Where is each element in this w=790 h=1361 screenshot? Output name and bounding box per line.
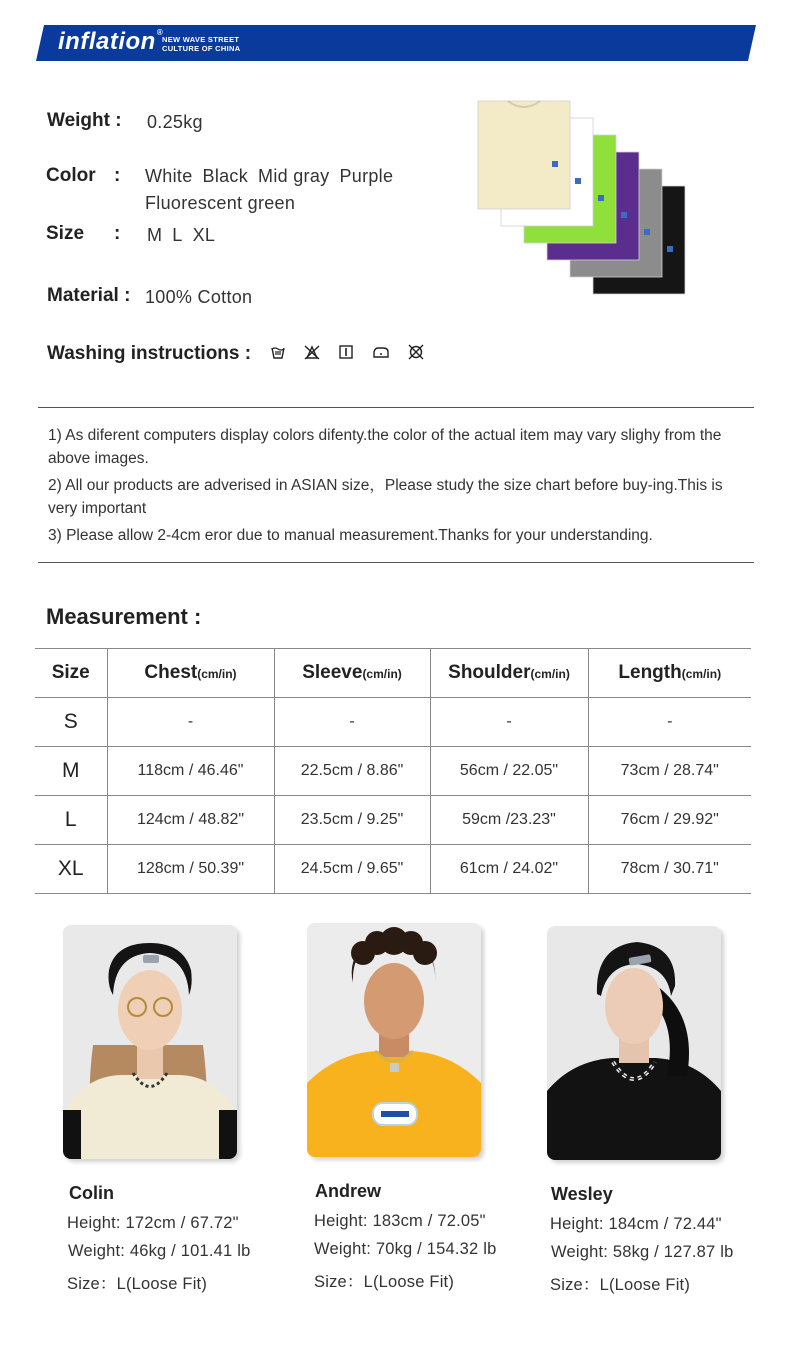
row-shoulder: 61cm / 24.02" bbox=[430, 845, 588, 894]
header-sleeve: Sleeve(cm/in) bbox=[274, 649, 430, 698]
size-m: M bbox=[147, 225, 163, 245]
row-length: 73cm / 28.74" bbox=[588, 747, 751, 796]
header-shoulder: Shoulder(cm/in) bbox=[430, 649, 588, 698]
model-colin-image bbox=[63, 925, 237, 1159]
model-photo-wesley bbox=[547, 926, 721, 1160]
note-2: 2) All our products are adverised in ASIAN size，Please study the size chart before buy-ing.This is very important bbox=[48, 477, 723, 517]
row-length: - bbox=[588, 698, 751, 747]
weight-value: 0.25kg bbox=[147, 112, 203, 132]
row-sleeve: 24.5cm / 9.65" bbox=[274, 845, 430, 894]
model-name-wesley: Wesley bbox=[551, 1184, 613, 1204]
color-mid-gray: Mid gray bbox=[258, 166, 330, 186]
shirt-stack-image bbox=[470, 95, 700, 300]
row-size: L bbox=[35, 796, 107, 845]
washing-icons bbox=[270, 344, 424, 360]
model-height-andrew: Height: 183cm / 72.05" bbox=[314, 1212, 486, 1230]
size-label: Size bbox=[46, 223, 85, 244]
model-name-colin: Colin bbox=[69, 1183, 114, 1203]
model-photo-colin bbox=[63, 925, 237, 1159]
brand-logo: inflation® bbox=[58, 28, 164, 55]
color-purple: Purple bbox=[339, 166, 394, 186]
model-weight-colin: Weight: 46kg / 101.41 lb bbox=[68, 1242, 251, 1260]
model-size-colin: Size：L(Loose Fit) bbox=[67, 1275, 208, 1293]
color-colon: : bbox=[114, 165, 121, 186]
color-black: Black bbox=[202, 166, 249, 186]
brand-tagline: NEW WAVE STREET CULTURE OF CHINA bbox=[162, 35, 241, 53]
header-chest: Chest(cm/in) bbox=[107, 649, 274, 698]
weight-label: Weight : bbox=[47, 110, 122, 131]
size-xl: XL bbox=[192, 225, 216, 245]
drip-dry-icon bbox=[338, 344, 354, 360]
model-height-wesley: Height: 184cm / 72.44" bbox=[550, 1215, 722, 1233]
table-row bbox=[35, 796, 751, 845]
color-values bbox=[145, 166, 393, 187]
measurement-title: Measurement : bbox=[46, 604, 202, 629]
material-value: 100% Cotton bbox=[145, 287, 253, 307]
row-chest: 118cm / 46.46" bbox=[107, 747, 274, 796]
table-header-row bbox=[35, 649, 751, 698]
note-3: 3) Please allow 2-4cm eror due to manual measurement.Thanks for your understanding. bbox=[48, 527, 653, 544]
color-label: Color bbox=[46, 165, 96, 186]
size-values bbox=[147, 225, 215, 246]
iron-low-icon bbox=[372, 344, 390, 360]
row-chest: - bbox=[107, 698, 274, 747]
row-sleeve: 23.5cm / 9.25" bbox=[274, 796, 430, 845]
model-andrew-image bbox=[307, 923, 481, 1157]
model-weight-wesley: Weight: 58kg / 127.87 lb bbox=[551, 1243, 734, 1261]
row-length: 76cm / 29.92" bbox=[588, 796, 751, 845]
model-size-andrew: Size：L(Loose Fit) bbox=[314, 1273, 455, 1291]
model-size-wesley: Size：L(Loose Fit) bbox=[550, 1276, 691, 1294]
row-sleeve: - bbox=[274, 698, 430, 747]
shirt-cream bbox=[478, 101, 570, 209]
model-name-andrew: Andrew bbox=[315, 1181, 382, 1201]
header-length: Length(cm/in) bbox=[588, 649, 751, 698]
row-size: S bbox=[35, 698, 107, 747]
no-tumble-dry-icon bbox=[304, 344, 320, 360]
table-row bbox=[35, 698, 751, 747]
table-row bbox=[35, 747, 751, 796]
row-size: M bbox=[35, 747, 107, 796]
notes-top-divider bbox=[38, 407, 754, 408]
washing-label: Washing instructions : bbox=[47, 343, 252, 364]
hand-wash-icon bbox=[270, 344, 286, 360]
row-shoulder: - bbox=[430, 698, 588, 747]
material-label: Material : bbox=[47, 285, 131, 306]
model-height-colin: Height: 172cm / 67.72" bbox=[67, 1214, 239, 1232]
measurement-table bbox=[35, 648, 751, 894]
header-size: Size bbox=[35, 649, 107, 698]
model-weight-andrew: Weight: 70kg / 154.32 lb bbox=[314, 1240, 497, 1258]
color-fluorescent-green: Fluorescent green bbox=[145, 193, 296, 213]
row-shoulder: 59cm /23.23" bbox=[430, 796, 588, 845]
model-photo-andrew bbox=[307, 923, 481, 1157]
row-length: 78cm / 30.71" bbox=[588, 845, 751, 894]
brand-banner bbox=[36, 25, 756, 61]
row-shoulder: 56cm / 22.05" bbox=[430, 747, 588, 796]
table-row bbox=[35, 845, 751, 894]
note-1: 1) As diferent computers display colors difenty.the color of the actual item may vary slighy from the above images. bbox=[48, 427, 722, 467]
notes-bottom-divider bbox=[38, 562, 754, 563]
size-l: L bbox=[172, 225, 183, 245]
row-chest: 124cm / 48.82" bbox=[107, 796, 274, 845]
no-dry-clean-icon bbox=[408, 344, 424, 360]
row-size: XL bbox=[35, 845, 107, 894]
row-chest: 128cm / 50.39" bbox=[107, 845, 274, 894]
color-white: White bbox=[145, 166, 193, 186]
size-colon: : bbox=[114, 223, 121, 244]
model-wesley-image bbox=[547, 926, 721, 1160]
row-sleeve: 22.5cm / 8.86" bbox=[274, 747, 430, 796]
notes bbox=[48, 424, 748, 551]
